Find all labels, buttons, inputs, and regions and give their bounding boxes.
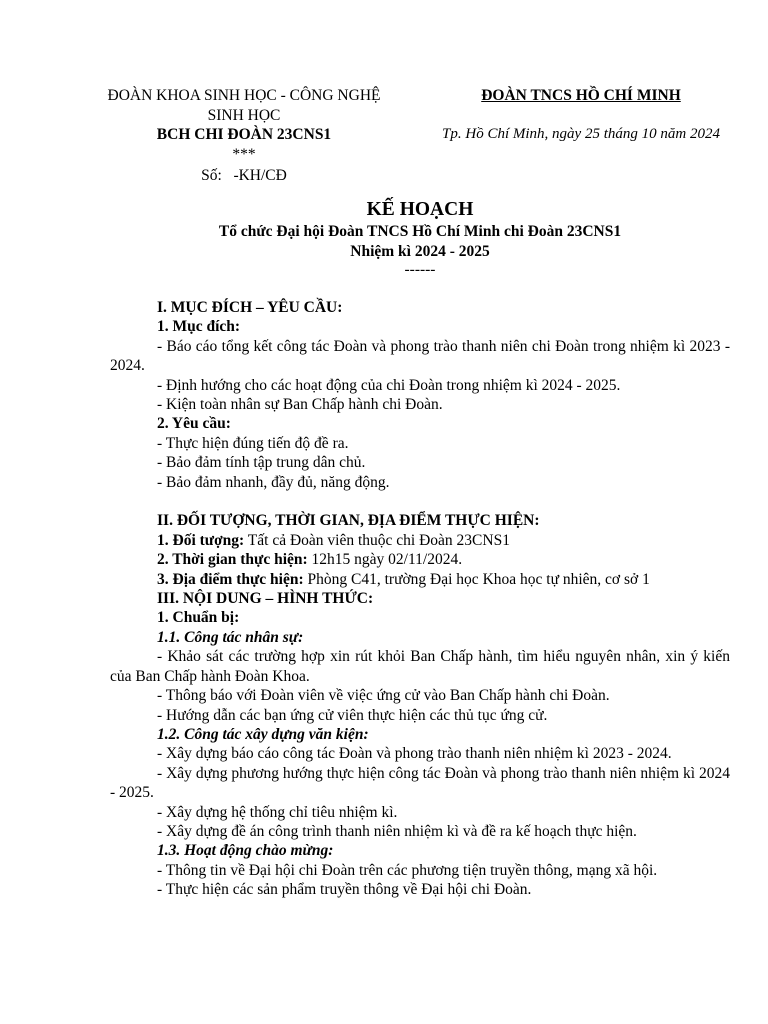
- purpose-item: - Kiện toàn nhân sự Ban Chấp hành chi Đoàn.: [157, 396, 443, 414]
- subject-label: 1. Đối tượng:: [157, 531, 245, 549]
- celebration-heading: 1.3. Hoạt động chào mừng:: [157, 842, 334, 860]
- requirement-item: - Bảo đảm nhanh, đầy đủ, năng động.: [157, 473, 390, 491]
- document-body: [110, 298, 730, 900]
- date-place: Tp. Hồ Chí Minh, ngày 25 tháng 10 năm 2024: [442, 125, 720, 142]
- subject-value: Tất cả Đoàn viên thuộc chi Đoàn 23CNS1: [244, 531, 510, 549]
- documents-item: - Xây dựng đề án công trình thanh niên nhiệm kì và đề ra kế hoạch thực hiện.: [157, 822, 637, 840]
- section1-heading: I. MỤC ĐÍCH – YÊU CẦU:: [157, 299, 343, 316]
- section2-heading: II. ĐỐI TƯỢNG, THỜI GIAN, ĐỊA ĐIỂM THỰC HIỆN:: [157, 512, 540, 530]
- header-left: [78, 86, 410, 186]
- prep-heading: 1. Chuẩn bị:: [157, 609, 240, 627]
- org-left-line1: ĐOÀN KHOA SINH HỌC - CÔNG NGHỆ: [107, 87, 381, 104]
- time-line: [110, 550, 730, 569]
- stars-divider: ***: [232, 145, 256, 163]
- header-right: [420, 86, 742, 144]
- time-value: 12h15 ngày 02/11/2024.: [307, 551, 463, 569]
- org-right: ĐOÀN TNCS HỒ CHÍ MINH: [481, 87, 681, 104]
- celebration-item: - Thực hiện các sản phẩm truyền thông về Đại hội chi Đoàn.: [157, 881, 532, 899]
- celebration-item: - Thông tin về Đại hội chi Đoàn trên các phương tiện truyền thông, mạng xã hội.: [157, 861, 658, 879]
- personnel-item: - Hướng dẫn các bạn ứng cử viên thực hiện các thủ tục ứng cử.: [157, 706, 548, 724]
- doc-number-value: -KH/CĐ: [233, 167, 287, 184]
- documents-item: - Xây dựng báo cáo công tác Đoàn và phong trào thanh niên nhiệm kì 2023 - 2024.: [157, 745, 672, 763]
- personnel-heading: 1.1. Công tác nhân sự:: [157, 628, 304, 646]
- documents-heading: 1.2. Công tác xây dựng văn kiện:: [157, 725, 369, 743]
- title-sub1: Tổ chức Đại hội Đoàn TNCS Hồ Chí Minh chi Đoàn 23CNS1: [218, 223, 622, 240]
- section3-heading: III. NỘI DUNG – HÌNH THỨC:: [157, 590, 374, 608]
- documents-item: - Xây dựng phương hướng thực hiện công tác Đoàn và phong trào thanh niên nhiệm kì 2024 - 2025.: [110, 764, 730, 802]
- branch-name: BCH CHI ĐOÀN 23CNS1: [156, 126, 332, 143]
- spacer: [110, 492, 730, 511]
- subject-line: [110, 531, 730, 550]
- org-left-line2: SINH HỌC: [207, 106, 281, 124]
- requirement-item: - Thực hiện đúng tiến độ đề ra.: [157, 434, 349, 452]
- requirement-item: - Bảo đảm tính tập trung dân chủ.: [157, 454, 366, 472]
- title-main: KẾ HOẠCH: [366, 199, 474, 220]
- purpose-item: - Định hướng cho các hoạt động của chi Đoàn trong nhiệm kì 2024 - 2025.: [157, 376, 621, 394]
- doc-number-label: Số:: [201, 167, 222, 184]
- doc-number: [78, 166, 410, 186]
- place-label: 3. Địa điểm thực hiện:: [157, 570, 304, 588]
- title-sub2: Nhiệm kì 2024 - 2025: [350, 242, 490, 260]
- title-divider: ------: [404, 261, 436, 278]
- document-title: [110, 198, 730, 278]
- time-label: 2. Thời gian thực hiện:: [157, 551, 308, 569]
- place-value: Phòng C41, trường Đại học Khoa học tự nhiên, cơ sở 1: [303, 570, 650, 588]
- personnel-item: - Khảo sát các trường hợp xin rút khỏi Ban Chấp hành, tìm hiểu nguyên nhân, xin ý kiến của Ban Chấp hành Đoàn Khoa.: [110, 648, 730, 685]
- purpose-heading: 1. Mục đích:: [157, 318, 241, 336]
- requirement-heading: 2. Yêu cầu:: [157, 415, 231, 433]
- purpose-item: - Báo cáo tổng kết công tác Đoàn và phong trào thanh niên chi Đoàn trong nhiệm kì 2023 - 2024.: [110, 337, 730, 375]
- place-line: [110, 570, 730, 589]
- personnel-item: - Thông báo với Đoàn viên về việc ứng cử vào Ban Chấp hành chi Đoàn.: [157, 687, 610, 705]
- documents-item: - Xây dựng hệ thống chỉ tiêu nhiệm kì.: [157, 803, 398, 821]
